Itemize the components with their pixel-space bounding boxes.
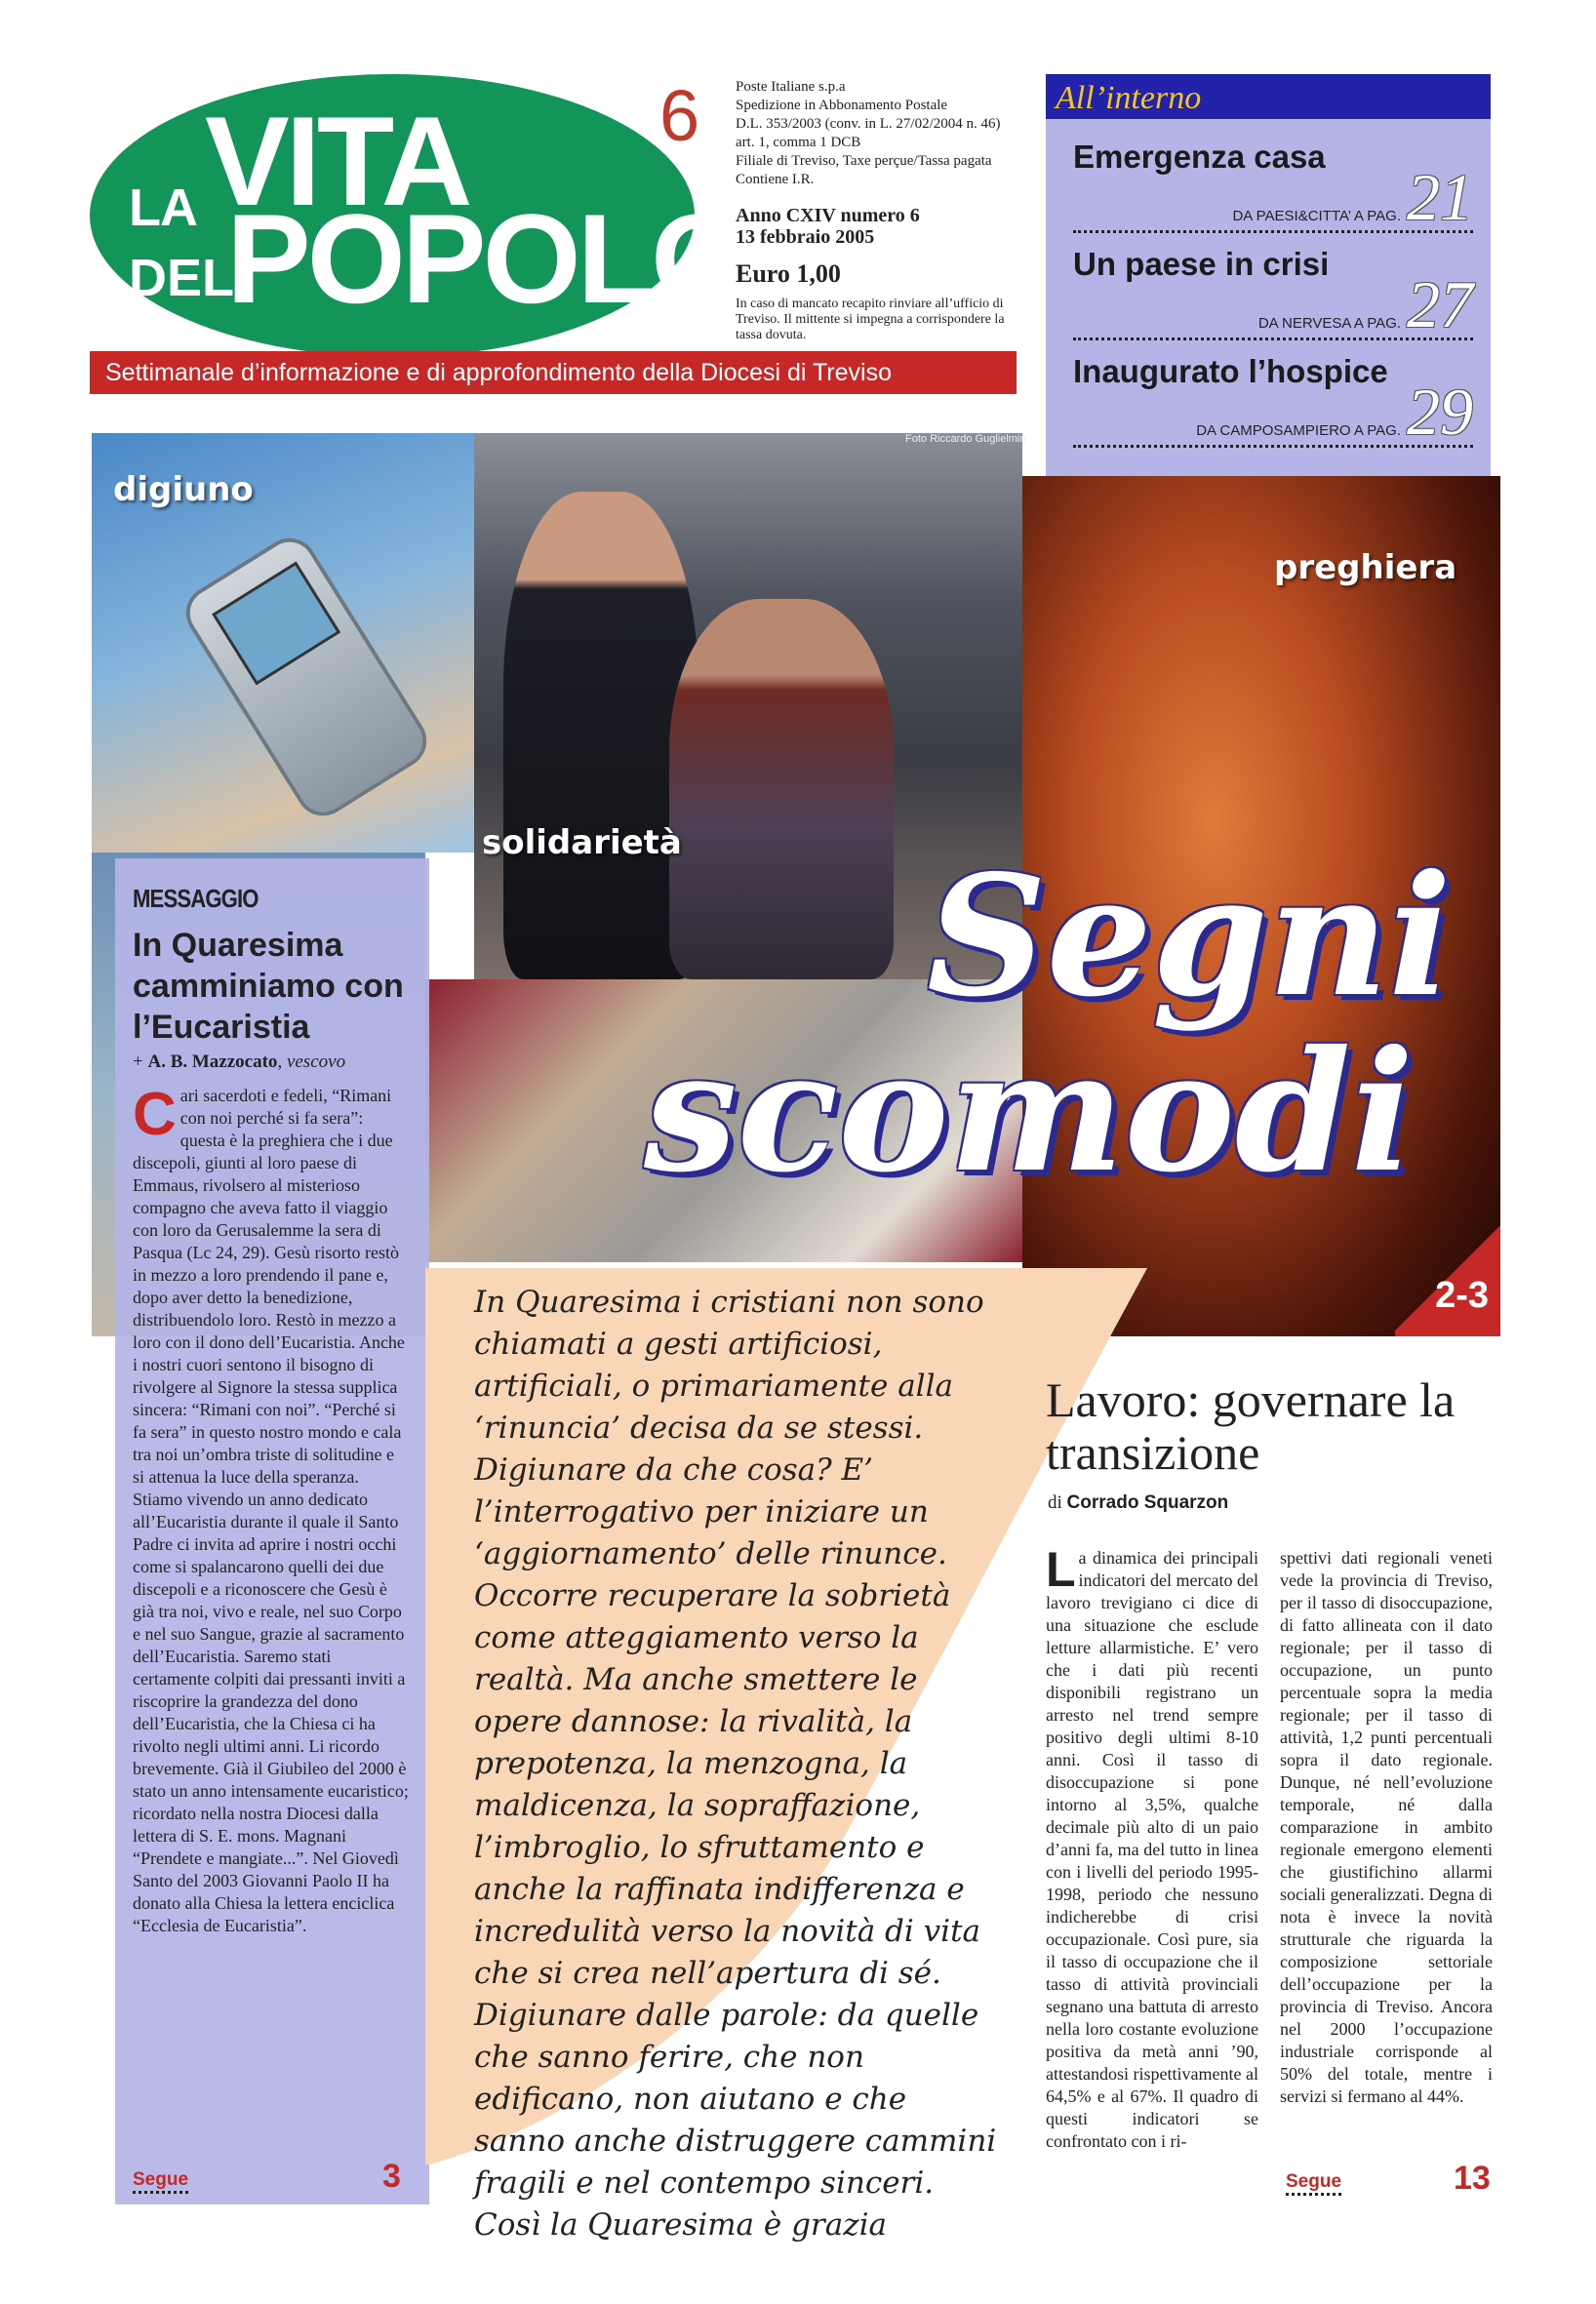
interno-item-page: 29 <box>1407 375 1473 449</box>
messaggio-segue-link[interactable]: Segue <box>133 2169 188 2194</box>
lavoro-dropcap: L <box>1046 1542 1076 1597</box>
postal-line: Contiene I.R. <box>736 172 815 187</box>
headline-pages-badge[interactable] <box>1395 1219 1500 1336</box>
logo-vita: VITA <box>205 90 469 232</box>
postal-line: Filiale di Treviso, Taxe perçue/Tassa pagata <box>736 153 992 169</box>
interno-item[interactable] <box>1073 240 1473 340</box>
interno-item-page: 27 <box>1407 267 1473 341</box>
issue-number: 6 <box>659 75 700 156</box>
photo-credit: Foto Riccardo Guglielmin <box>905 433 1026 445</box>
headline-pages: 2-3 <box>1435 1275 1489 1316</box>
interno-item[interactable] <box>1073 133 1473 233</box>
headline-line-1: Segni <box>927 839 1452 1034</box>
issue-info <box>736 205 920 248</box>
lavoro-segue-page: 13 <box>1454 2160 1491 2197</box>
interno-item-page: 21 <box>1407 160 1473 234</box>
byline-name: A. B. Mazzocato <box>147 1052 278 1072</box>
masthead-subtitle: Settimanale d’informazione e di approfondimento della Diocesi di Treviso <box>90 351 1017 394</box>
byline-role: vescovo <box>286 1052 346 1072</box>
issue-price: Euro 1,00 <box>736 259 841 288</box>
interno-item-source: DA CAMPOSAMPIERO A PAG. <box>1196 422 1401 439</box>
return-note: In caso di mancato recapito rinviare all’ufficio di Treviso. Il mittente si impegna a corrispondere la tassa dovuta. <box>736 297 1005 342</box>
messaggio-byline: + A. B. Mazzocato, vescovo <box>133 1052 346 1072</box>
editorial-text: In Quaresima i cristiani non sono chiamati a gesti artificiosi, artificiali, o primariamente alla ‘rinuncia’ decisa da se stessi. Digiunare da che cosa? E’ l’interrogativo per iniziare un ‘aggiornamento’ delle rinunce. Occorre recuperare la sobrietà come atteggiamento verso la realtà. Ma anche smettere le opere dannose: la rivalità, la prepotenza, la menzogna, la maldicenza, la sopraffazione, l’imbroglio, lo sfruttamento e anche la raffinata indifferenza e incredulità verso la novità di vita che si crea nell’apertura di sé. Digiunare dalle parole: da quelle che sanno ferire, che non edificano, non aiutano e che sanno anche distruggere cammini fragili e nel contempo sinceri. Così la Quaresima è grazia <box>474 1285 997 2243</box>
messaggio-kicker: MESSAGGIO <box>133 884 259 913</box>
photo-label-solidarieta: solidarietà <box>482 823 682 862</box>
lavoro-column-1-text: a dinamica dei principali indicatori del mercato del lavoro trevigiano ci dice di una situazione che esclude letture allarmistiche. E’ vero che i dati più recenti disponibili registrano un arresto nel trend sempre positivo degli ultimi 8-10 anni. Così il tasso di disoccupazione si pone intorno al 3,5%, qualche decimale più alto di un paio d’anni fa, ma del tutto in linea con i livelli del periodo 1995-1998, periodo che nessuno indicherebbe di crisi occupazionale. Così pure, sia il tasso di occupazione che il tasso di attività provinciali segnano una battuta di arresto nella loro costante evoluzione positiva da metà anni ’90, attestandosi rispettivamente al 64,5% e al 67%. Il quadro di questi indicatori se confrontato con i ri- <box>1046 1548 1258 2151</box>
byline-prefix: + <box>133 1052 148 1072</box>
interno-item-source: DA NERVESA A PAG. <box>1257 315 1401 332</box>
photo-label-preghiera: preghiera <box>1274 548 1457 587</box>
lavoro-byline-name: Corrado Squarzon <box>1066 1492 1229 1513</box>
interno-item-title: Inaugurato l’hospice <box>1073 353 1388 389</box>
lavoro-byline-prefix: di <box>1048 1492 1067 1513</box>
postal-line: Poste Italiane s.p.a <box>736 79 846 95</box>
phone-screen <box>212 561 340 685</box>
interno-title: All’interno <box>1056 80 1202 116</box>
logo-la: LA <box>129 179 197 237</box>
main-headline <box>605 839 1483 1288</box>
messaggio-body <box>133 1081 410 1937</box>
masthead-logo <box>90 74 746 357</box>
interno-item[interactable] <box>1073 347 1473 448</box>
interno-item-title: Emergenza casa <box>1073 139 1326 175</box>
issue-date: 13 febbraio 2005 <box>736 226 875 248</box>
photo-label-digiuno: digiuno <box>113 470 254 509</box>
interno-item-source: DA PAESI&CITTA’ A PAG. <box>1232 208 1401 224</box>
postal-info <box>736 78 1028 189</box>
logo-text <box>109 84 746 347</box>
messaggio-body-text: ari sacerdoti e fedeli, “Rimani con noi perché si fa sera”: questa è la preghiera che i due discepoli, giunti al loro paese di Emmaus, rivolsero al misterioso compagno che aveva fatto il viaggio con loro da Gerusalemme la sera di Pasqua (Lc 24, 29). Gesù risorto restò in mezzo a loro prendendo il pane e, dopo aver detto la benedizione, distribuendolo loro. Restò in mezzo a loro con il dono dell’Eucaristia. Anche i nostri cuori sentono il bisogno di rivolgere al Signore la stessa supplica sincera: “Rimani con noi”. “Perché si fa sera” in questo nostro mondo e cala tra noi un’ombra triste di solitudine e si attenua la luce della speranza. Stiamo vivendo un anno dedicato all’Eucaristia durante il quale il Santo Padre ci invita ad aprire i nostri occhi come si spalancarono quelli dei due discepoli e a riconoscere che Gesù è già tra noi, vivo e reale, nel suo Corpo e nel suo Sangue, grazie al sacramento dell’Eucaristia. Saremo stati certamente colpiti dai pressanti inviti a riscoprire la grandezza del dono dell’Eucaristia, che la Chiesa ci ha rivolto negli ultimi anni. Li ricordo brevemente. Già il Giubileo del 2000 è stato un anno intensamente eucaristico; ricordato nella nostra Diocesi dalla lettera di S. E. mons. Magnani “Prendete e mangiate...”. Nel Giovedì Santo del 2003 Giovanni Paolo II ha donato alla Chiesa la lettera enciclica “Ecclesia de Eucaristia”. <box>133 1086 409 1935</box>
interno-box <box>1046 74 1491 476</box>
logo-popolo: POPOLO <box>226 187 746 330</box>
postal-line: art. 1, comma 1 DCB <box>736 135 861 150</box>
messaggio-dropcap: C <box>133 1081 177 1148</box>
logo-del: DEL <box>129 249 234 307</box>
lavoro-title: Lavoro: governare la transizione <box>1046 1372 1456 1480</box>
postal-line: D.L. 353/2003 (conv. in L. 27/02/2004 n. 46) <box>736 116 1001 132</box>
issue-anno: Anno CXIV numero 6 <box>736 205 920 226</box>
messaggio-title: In Quaresima camminiamo con l’Eucaristia <box>133 927 404 1046</box>
phone-illustration <box>181 534 432 821</box>
lavoro-segue-link[interactable]: Segue <box>1286 2171 1341 2196</box>
lavoro-column-1 <box>1046 1542 1258 2153</box>
lavoro-byline <box>1048 1492 1228 1514</box>
lavoro-column-2: spettivi dati regionali veneti vede la provincia di Treviso, per il tasso di disoccupazione, di fatto allineata con il dato regionale; per il tasso di occupazione, un punto percentuale sopra la media regionale; per il tasso di attività, 1,2 punti percentuali sopra il dato regionale. Dunque, né nell’evoluzione temporale, né dalla comparazione in ambito regionale emergono elementi che giustifichino allarmi sociali generalizzati. Degna di nota è invece la novità strutturale che riguarda la composizione settoriale dell’occupazione per la provincia di Treviso. Ancora nel 2000 l’occupazione industriale corrisponde al 50% del totale, mentre i servizi si fermano al 44%. <box>1280 1548 1493 2106</box>
messaggio-segue-page: 3 <box>382 2158 401 2195</box>
photo-digiuno <box>92 433 474 853</box>
interno-item-title: Un paese in crisi <box>1073 246 1330 282</box>
postal-line: Spedizione in Abbonamento Postale <box>736 98 948 113</box>
headline-line-2: scomodi <box>644 1014 1415 1210</box>
